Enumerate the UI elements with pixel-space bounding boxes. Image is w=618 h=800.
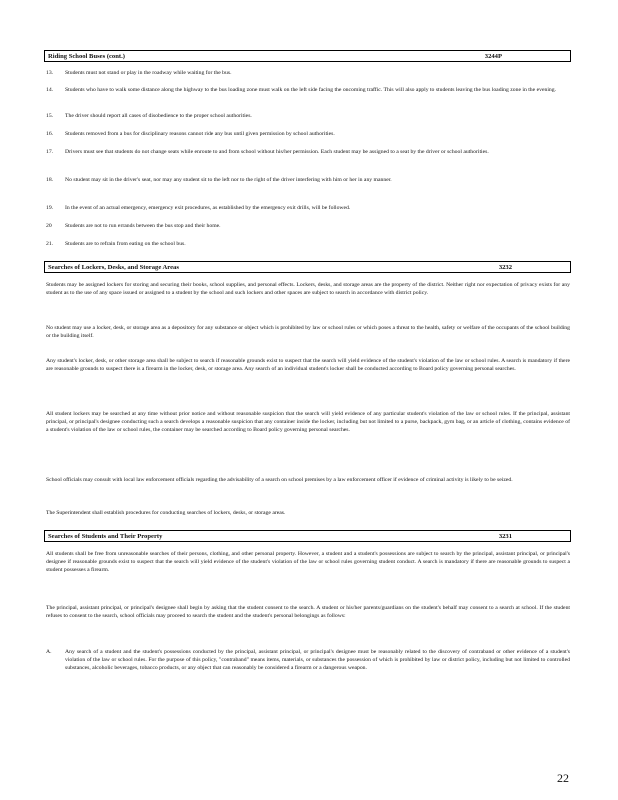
list-item [46,130,570,138]
item-text: No student may sit in the driver's seat, nor may any student sit to the left nor to the right of the driver interfering with him or her in any manner. [65,177,392,183]
list-item [46,112,570,120]
list-item [46,86,570,94]
item-text: The driver should report all cases of disobedience to the proper school authorities. [65,113,252,119]
paragraph: No student may use a locker, desk, or storage area as a depository for any substance or object which is prohibited by law or school rules or which poses a threat to the health, safety or welfare of the occupants of the school building or the building itself. [46,325,570,340]
item-number: 19. [46,205,54,211]
item-text: Students are not to run errands between the bus stop and their home. [65,223,221,229]
item-text: Students must not stand or play in the roadway while waiting for the bus. [65,70,232,76]
list-item [46,69,570,77]
section-title: Searches of Students and Their Property [48,533,163,540]
list-item [46,148,570,156]
item-number: 13. [46,70,54,76]
item-text: In the event of an actual emergency, emergency exit procedures, as established by the emergency exit drills, will be followed. [65,205,351,211]
section-header-riding-school-buses [44,50,571,62]
list-item [46,176,570,184]
paragraph: Any student's locker, desk, or other storage area shall be subject to search if reasonable grounds exist to suspect that the search will yield evidence of the student's violation of the law or school rules. A search is mandatory if there are reasonable grounds to suspect there is a firearm in the locker, desk, or storage area. Any search of an individual student's locker shall be conducted according to Board policy governing personal searches. [46,358,570,373]
list-item [46,204,570,212]
paragraph: The principal, assistant principal, or principal's designee shall begin by asking that the student consent to the search. A student or his/her parents/guardians on the student's behalf may consent to a search at school. If the student refuses to consent to the search, school officials may proceed to search the student and the student's personal belongings as follows: [46,605,570,620]
item-text: Students are to refrain from eating on the school bus. [65,241,186,247]
paragraph: All students shall be free from unreasonable searches of their persons, clothing, and other personal property. However, a student and a student's possessions are subject to search by the principal, assistant principal, or principal's designee if reasonable grounds exist to suspect that the search will yield evidence of the student's violation of the law or school rules governing student conduct. A search is mandatory if there are reasonable grounds to suspect a student possesses a firearm. [46,551,570,574]
item-number: 16. [46,131,54,137]
section-header-searches-of-students [44,530,571,542]
section-title: Searches of Lockers, Desks, and Storage Areas [48,264,179,271]
section-header-searches-of-lockers [44,261,571,273]
section-title: Riding School Buses (cont.) [48,53,125,60]
item-number: 17. [46,149,54,155]
item-text: Students removed from a bus for disciplinary reasons cannot ride any bus until given permission by school authorities. [65,131,335,137]
item-number: 15. [46,113,54,119]
list-item [46,648,570,673]
list-item [46,222,570,230]
item-text: Any search of a student and the student's possessions conducted by the principal, assistant principal, or principal's designee must be reasonably related to the discovery of contraband or other evidence of a student's violation of the law or school rules. For the purpose of this policy, "contraband" means items, materials, or substances the possession of which is prohibited by law or district policy, including but not limited to controlled substances, alcoholic beverages, tobacco products, or any object that can reasonably be considered a firearm or a dangerous weapon. [65,649,570,672]
list-item [46,240,570,248]
item-text: Drivers must see that students do not change seats while enroute to and from school without his/her permission. Each student may be assigned to a seat by the driver or school authorities. [65,149,489,155]
item-number: 18. [46,177,54,183]
policy-code: 3232 [498,264,512,271]
item-text: Students who have to walk some distance along the highway to the bus loading zone must walk on the left side facing the oncoming traffic. This will also apply to students leaving the bus loading zone in the evening. [65,87,557,93]
paragraph: All student lockers may be searched at any time without prior notice and without reasonable suspicion that the search will yield evidence of any particular student's violation of the law or school rules. If the principal, assistant principal, or principal's designee conducting such a search develops a reasonable suspicion that any container inside the locker, including but not limited to a purse, backpack, gym bag, or an article of clothing, contains evidence of a student's violation of the law or school rules, the container may be searched according to Board policy governing personal searches. [46,411,570,434]
page-number: 22 [557,771,569,785]
paragraph: School officials may consult with local law enforcement officials regarding the advisability of a search on school premises by a law enforcement officer if evidence of criminal activity is likely to be seized. [46,477,513,483]
item-number: 20 [46,223,52,229]
paragraph: Students may be assigned lockers for storing and securing their books, school supplies, and personal effects. Lockers, desks, and storage areas are the property of the district. Neither right nor expectation of privacy exists for any student as to the use of any space issued or assigned to a student by the school and such lockers and other spaces are subject to search in accordance with district policy. [46,282,570,297]
item-number: 21. [46,241,54,247]
policy-code: 3231 [498,533,512,540]
item-number: 14. [46,87,54,93]
policy-code: 3244P [484,53,502,60]
paragraph: The Superintendent shall establish procedures for conducting searches of lockers, desks, or storage areas. [46,510,286,516]
item-letter: A. [46,649,52,655]
